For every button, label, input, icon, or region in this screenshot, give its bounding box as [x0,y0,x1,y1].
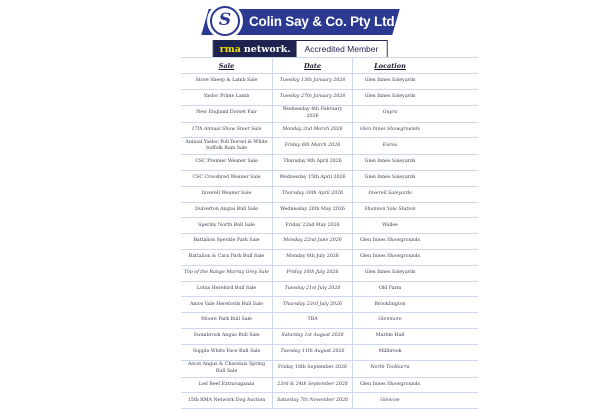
sale-cell: Dulverton Angus Bull Sale [181,203,273,218]
empty-cell [427,171,478,186]
empty-cell [427,106,478,122]
empty-cell [427,74,478,89]
date-cell: Friday 6th March 2026 [273,138,353,154]
sales-table [181,57,478,409]
empty-cell [427,378,478,393]
sale-cell: 15th RMA Network Dog Auction [181,393,273,408]
empty-cell [427,155,478,170]
table-row [181,171,478,187]
location-cell: Euroa [382,143,398,149]
sale-cell: 17th Annual Show Steer Sale [181,123,273,138]
date-cell: Tuesday 11th August 2026 [273,345,353,360]
empty-cell [427,250,478,265]
location-cell: Glen Innes Saleyards [364,270,416,275]
date-cell: Saturday 1st August 2026 [273,329,353,344]
date-cell: Monday 22nd June 2026 [273,234,353,249]
date-cell: Thursday 9th April 2026 [273,155,353,170]
table-row [181,123,478,139]
date-cell: Wednesday 4th February 2026 [273,106,353,122]
sale-cell: New England Dorset Fair [181,106,273,122]
table-row [181,313,478,329]
location-cell: Glencoe [380,397,400,403]
date-cell: Thursday 23rd July 2026 [273,297,353,312]
date-cell: Friday 10th July 2026 [273,266,353,281]
location-cell: Glen Innes Saleyards [364,78,416,84]
network-brand-text: network. [243,43,291,55]
column-header-sale: Sale [181,58,273,73]
date-cell: Monday 2nd March 2026 [273,123,353,138]
column-header-location: Location [374,61,406,70]
date-cell: Tuesday 27th January 2026 [273,90,353,105]
accredited-member-label: Accredited Member [297,41,387,57]
empty-cell [427,234,478,249]
sale-cell: Yasloc Prime Lamb [181,90,273,105]
date-cell: Monday 6th July 2026 [273,250,353,265]
location-cell: Millbrook [378,348,402,354]
company-logo-icon [210,6,240,36]
sale-cell: Speriby North Bull Sale [181,218,273,233]
sale-cell: Swanbrook Angus Bull Sale [181,329,273,344]
date-cell: Wednesday 20th May 2026 [273,203,353,218]
sale-cell: CSC Crossbred Weaner Sale [181,171,273,186]
empty-cell [427,345,478,360]
location-cell: Old Farm [378,285,402,291]
empty-cell [427,218,478,233]
empty-cell [427,90,478,105]
sales-table-body [181,74,478,409]
company-name: Colin Say & Co. Pty Ltd [249,14,395,29]
date-cell: Tuesday 13th January 2026 [273,74,353,89]
table-row [181,266,478,282]
date-cell: Tuesday 21st July 2026 [273,282,353,297]
sale-cell: Top of the Range Murray Grey Sale [181,266,273,281]
table-row [181,393,478,409]
sale-cell: Lotus Hereford Bull Sale [181,282,273,297]
table-row [181,187,478,203]
empty-cell [427,282,478,297]
location-cell: Glenmore [378,317,402,323]
sale-cell: Led Beef Extravaganza [181,378,273,393]
table-header-row [181,57,478,74]
table-row [181,297,478,313]
rma-brand-text: rma [219,43,241,55]
sale-cell: CSC Premier Weaner Sale [181,155,273,170]
date-cell: Friday 18th September 2026 [273,361,353,377]
sale-cell: Amos Vale Herefords Bull Sale [181,297,273,312]
date-cell: Wednesday 15th April 2026 [273,171,353,186]
sale-cell: Supple White Face Bull Sale [181,345,273,360]
table-row [181,345,478,361]
location-cell: North Toolburra [370,365,410,371]
location-cell: Inverell Saleyards [368,191,412,197]
date-cell: 23rd & 24th September 2026 [273,378,353,393]
date-cell: TBA [273,313,353,328]
location-cell: Glen Innes Saleyards [364,175,416,181]
location-cell: Glen Innes Showgrounds [360,254,420,260]
empty-cell [427,297,478,312]
location-cell: Glen Innes Saleyards [364,93,416,99]
empty-cell [427,361,478,377]
empty-cell [427,123,478,138]
empty-cell [427,393,478,408]
empty-cell [427,313,478,328]
location-cell: Shannon Vale Station [364,206,416,212]
logo-letter: S [218,9,232,30]
table-row [181,106,478,123]
location-cell: Wallee [382,222,398,228]
column-header-date: Date [273,58,353,73]
sale-cell: Moore Park Bull Sale [181,313,273,328]
table-row [181,74,478,90]
empty-cell [427,266,478,281]
sale-cell: Battalion Speckle Park Sale [181,234,273,249]
table-row [181,90,478,106]
date-cell: Friday 22nd May 2026 [273,218,353,233]
table-row [181,234,478,250]
sale-cell: Battalion & Cara Park Bull Sale [181,250,273,265]
location-cell: Glen Innes Showgrounds [360,381,420,387]
empty-cell [427,138,478,154]
location-cell: Brooklington [374,301,406,307]
sale-cell: Inverell Weaner Sale [181,187,273,202]
table-row [181,361,478,378]
empty-cell [427,203,478,218]
location-cell: Marble Hall [375,333,405,339]
empty-cell [427,187,478,202]
location-cell: Guyra [382,110,398,116]
rma-network-logo [214,41,297,57]
table-row [181,378,478,394]
table-row [181,250,478,266]
date-cell: Saturday 7th November 2026 [273,393,353,408]
sale-cell: Annual Yasloc Poll Dorset & White Suffolk Ram Sale [181,138,273,154]
table-row [181,329,478,345]
table-row [181,282,478,298]
table-row [181,218,478,234]
sale-cell: Store Sheep & Lamb Sale [181,74,273,89]
table-row [181,155,478,171]
sale-cell: Ascot Angus & Charolais Spring Bull Sale [181,361,273,377]
table-row [181,203,478,219]
empty-cell [427,329,478,344]
date-cell: Thursday 30th April 2026 [273,187,353,202]
location-cell: Glen Innes Showgrounds [360,238,420,244]
table-row [181,138,478,155]
rma-network-badge [213,40,388,58]
column-header-spacer [427,58,478,73]
location-cell: Glen Innes Saleyards [364,159,416,165]
location-cell: Glen Innes Showgrounds [360,126,420,132]
